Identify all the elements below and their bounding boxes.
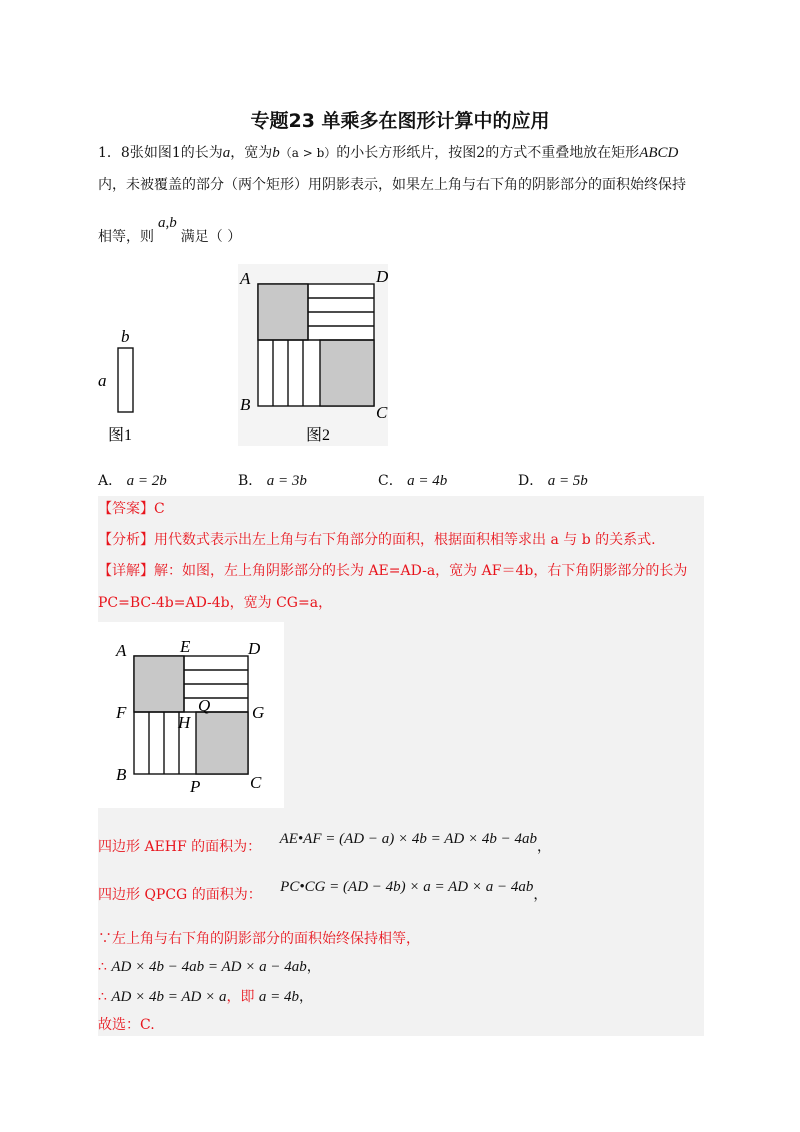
question-line-2: 内，未被覆盖的部分（两个矩形）用阴影表示，如果左上角与右下角的阴影部分的面积始终保持 <box>98 177 686 193</box>
figure3-shaded-AEHF <box>134 656 184 712</box>
answer-line: 【答案】C <box>98 501 165 517</box>
figure2-caption: 图2 <box>306 427 331 444</box>
option-d: D． a = 5b <box>518 473 588 489</box>
option-a: A． a = 2b <box>98 473 167 489</box>
figure3-shaded-QPCG <box>196 712 248 774</box>
step-5: ∴ AD × 4b = AD × a，即 a = 4b， <box>98 989 314 1005</box>
step-1-expression: AE•AF = (AD − a) × 4b = AD × 4b − 4ab <box>279 831 537 847</box>
step-5-expression: AD × 4b = AD × a <box>111 989 227 1005</box>
question-number: 1． <box>98 145 121 161</box>
figure2-label-B: B <box>240 395 251 414</box>
figure3-label-A: A <box>116 641 127 660</box>
figure2-label-A: A <box>240 269 251 288</box>
step-4: ∴ AD × 4b − 4ab = AD × a − 4ab， <box>98 959 321 975</box>
figure2-label-D: D <box>376 267 389 286</box>
question-line-3: 相等，则a,b满足（ ） <box>98 215 242 245</box>
step-3: ∵左上角与右下角的阴影部分的面积始终保持相等， <box>98 931 420 947</box>
page-title: 专题23 单乘多在图形计算中的应用 <box>250 110 550 132</box>
figure3-label-D: D <box>248 639 261 658</box>
question-line-1: 1．8张如图1的长为a，宽为b（a > b）的小长方形纸片，按图2的方式不重叠地放在矩形ABCD <box>98 145 679 161</box>
option-b: B． a = 3b <box>238 473 307 489</box>
figure3-label-B: B <box>116 765 127 784</box>
answer-value: C <box>154 501 165 517</box>
figure1-caption: 图1 <box>108 427 133 444</box>
figure1-label-b: b <box>121 327 130 346</box>
figure3-label-G: G <box>252 703 265 722</box>
figure3-label-P: P <box>190 777 201 796</box>
solution-figure <box>98 622 284 808</box>
option-c: C． a = 4b <box>378 473 448 489</box>
figure2-label-C: C <box>376 403 388 422</box>
figure2-shaded-top-left <box>258 284 308 340</box>
step-6: 故选：C. <box>98 1017 155 1033</box>
figure3-label-C: C <box>250 773 262 792</box>
analysis-line: 【分析】用代数式表示出左上角与右下角部分的面积，根据面积相等求出 a 与 b 的关系式. <box>98 532 656 548</box>
detail-line-1: 【详解】解：如图，左上角阴影部分的长为 AE=AD-a，宽为 AF＝4b，右下角阴影部分的长为 <box>98 563 688 579</box>
step-2-expression: PC•CG = (AD − 4b) × a = AD × a − 4ab <box>280 879 534 895</box>
figure3-label-F: F <box>116 703 127 722</box>
figure3-label-E: E <box>180 637 191 656</box>
step-1: 四边形 AEHF 的面积为： AE•AF = (AD − a) × 4b = AD × 4b − 4ab， <box>98 831 551 855</box>
step-5-result: a = 4b <box>258 989 300 1005</box>
question-figure <box>90 262 400 452</box>
figure3-label-Q: Q <box>198 696 211 715</box>
detail-line-2: PC=BC-4b=AD-4b，宽为 CG=a， <box>98 595 333 611</box>
figure1-rectangle <box>118 348 133 412</box>
step-4-expression: AD × 4b − 4ab = AD × a − 4ab <box>111 959 307 975</box>
step-2: 四边形 QPCG 的面积为： PC•CG = (AD − 4b) × a = AD × a − 4ab， <box>98 879 548 903</box>
figure2-shaded-bottom-right <box>320 340 374 406</box>
figure3-label-H: H <box>178 713 191 732</box>
figure1-label-a: a <box>98 371 107 390</box>
